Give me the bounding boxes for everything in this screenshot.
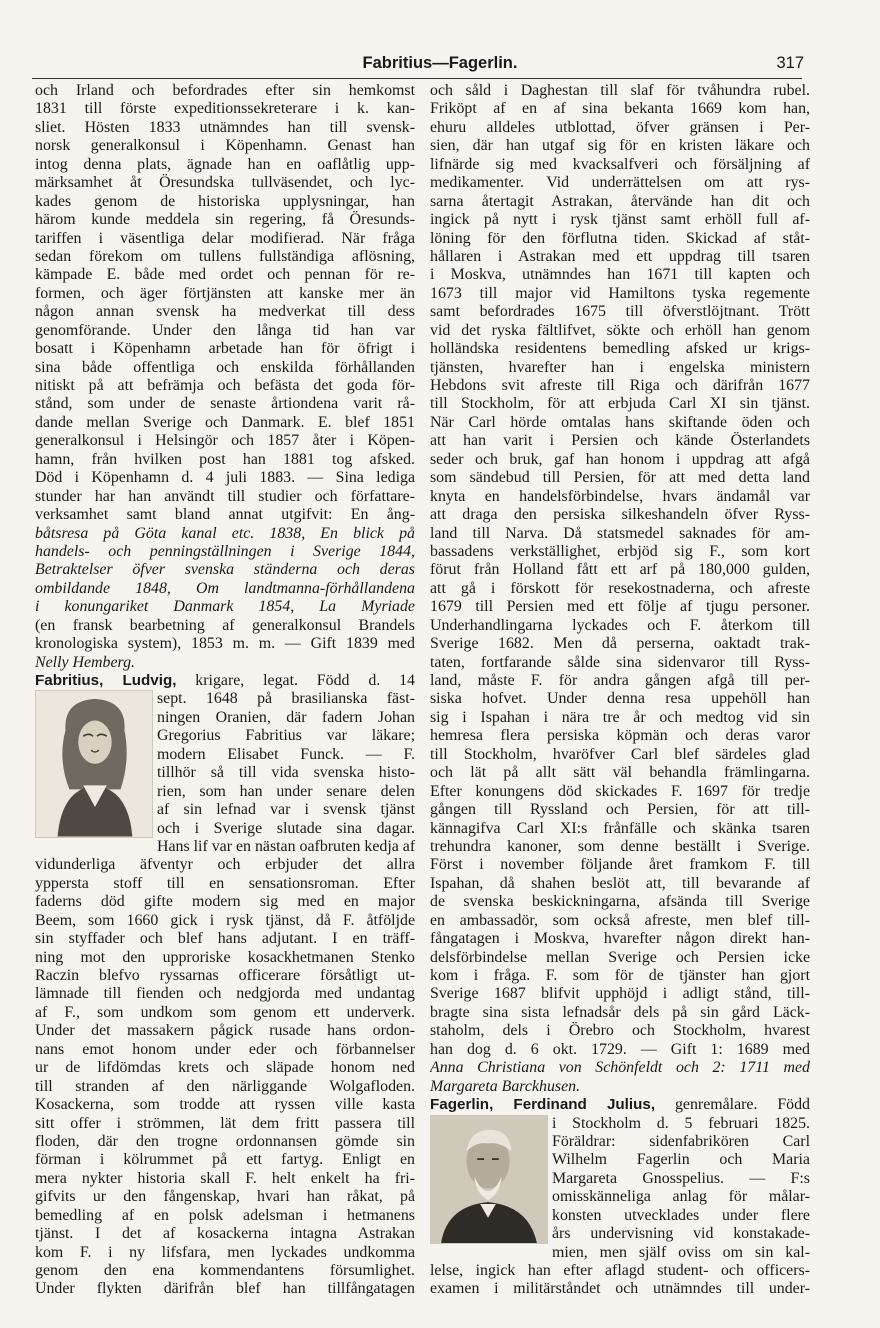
text-line: till Stockholm, hvaröfver Carl blef särdeles glad xyxy=(430,745,810,763)
text-line: examen i militärståndet och utnämndes till under- xyxy=(430,1280,810,1298)
text-line: Kosackerna, som trodde att ryssen ville kasta xyxy=(35,1096,415,1114)
text-line: mien, men själf oviss om sin kal- xyxy=(552,1243,810,1261)
text-line: tjänsten, hvarefter han i engelska ministern xyxy=(430,358,810,376)
text-line: hemresa flera persiska köpmän och deras varor xyxy=(430,727,810,745)
text-line: Ispahan, då shahen beslöt att, till bevarande af xyxy=(430,874,810,892)
text-line: Wilhelm Fagerlin och Maria xyxy=(552,1151,810,1169)
entry-intro: genremålare. Född xyxy=(674,1096,810,1114)
text-line: faderns död gifte modern sig med en major xyxy=(35,893,415,911)
text-line: Margareta Gnosspelius. — F:s xyxy=(552,1169,810,1187)
text-line: en ambassadör, som också afreste, men blef till- xyxy=(430,911,810,929)
text-line: dande mellan Sverige och Danmark. E. blef 1851 xyxy=(35,413,415,431)
left-column xyxy=(35,82,415,1299)
text-line: förman i kölrummet på ett fartyg. Enligt en xyxy=(35,1151,415,1169)
text-line: Beem, som 1660 gick i rysk tjänst, då F. åtföljde xyxy=(35,911,415,929)
text-line: staholm, dels i Örebro och Stockholm, hvarest xyxy=(430,1022,810,1040)
text-line: kades genom de historiska upplysningar, han xyxy=(35,192,415,210)
text-line: fångatagen i Moskva, hvarefter någon direkt han- xyxy=(430,930,810,948)
text-line: yppersta stoff till en sensationsroman. Efter xyxy=(35,874,415,892)
text-line: modern Elisabet Funck. — F. xyxy=(157,745,415,763)
text-line: generalkonsul i Helsingör och 1857 åter i Köpen- xyxy=(35,432,415,450)
text-line: att draga den persiska silkeshandeln öfver Ryss- xyxy=(430,506,810,524)
text-line: bragte sina sista lefnadsår dels på sin gård Läck- xyxy=(430,1003,810,1021)
text-line: lelse, ingick han efter aflagd student- och officers- xyxy=(430,1262,810,1279)
text-line: norsk generalkonsul i Köpenhamn. Genast han xyxy=(35,137,415,155)
text-line: sept. 1648 på brasilianska fäst- xyxy=(157,690,415,708)
text-line: ur de lifdömdas krets och släpade honom ned xyxy=(35,1059,415,1077)
text-line: sin styffader och blef hans adjutant. I en träff- xyxy=(35,930,415,948)
text-line: Död i Köpenhamn d. 4 juli 1883. — Sina lediga xyxy=(35,469,415,487)
text-line: härom kunde meddela sin regering, få Öresunds- xyxy=(35,211,415,229)
text-line: genomförande. Under den långa tid han var xyxy=(35,321,415,339)
page-number: 317 xyxy=(776,54,804,72)
text-line: båtsresa på Göta kanal etc. 1838, En blick på xyxy=(35,524,415,542)
text-line: ehuru alldeles utblottad, öfver gränsen i Per- xyxy=(430,118,810,136)
text-line: Nelly Hemberg. xyxy=(35,653,136,671)
text-line: Anna Christiana von Schönfeldt och 2: 1711 med xyxy=(430,1059,810,1077)
text-line: sitt offer i strömmen, lät dem fritt passera till xyxy=(35,1114,415,1132)
text-line: vid det ryska fältlifvet, sökte och erhöll han genom xyxy=(430,321,810,339)
text-line: 1673 till major vid Hamiltons tyska regemente xyxy=(430,284,810,302)
text-line: tariffen i väsentliga delar modifierad. När fråga xyxy=(35,229,415,247)
text-line: kämpade E. både med ordet och pennan för re- xyxy=(35,266,415,284)
text-line: Underhandlingarna lyckades och F. återkom till xyxy=(430,616,810,634)
text-line: handels- och penningställningen i Sverige 1844, xyxy=(35,542,415,560)
text-line: sliet. Hösten 1833 utnämndes han till svensk- xyxy=(35,118,415,136)
text-line: samt befordrades 1675 till öfverstlöjtnant. Trött xyxy=(430,303,810,321)
text-line: lämnade till fienden och nedgjorda med undantag xyxy=(35,985,415,1003)
text-line: siska hofvet. Under denna resa uppehöll han xyxy=(430,690,810,708)
text-line: lifnärde sig med kvacksalfveri och försäljning af xyxy=(430,155,810,173)
text-line: Under flykten därifrån blef han tillfångatagen xyxy=(35,1280,415,1298)
text-line: Under det massakern pågick rusade hans ordon- xyxy=(35,1022,415,1040)
text-line: hållaren i Astrakan med ett uppdrag till tsaren xyxy=(430,247,810,265)
text-line: Hans lif var en nästan oafbruten kedja af xyxy=(157,837,415,855)
text-line: ningen Oranien, där fadern Johan xyxy=(157,708,415,726)
text-line: Raczin blefvo ryssarnas officerare försåtligt ut- xyxy=(35,967,415,984)
text-line: hamn, från hvilken post han 1881 tog afsked. xyxy=(35,450,415,468)
text-line: taten, fortfarande sålde sina sidenvaror till Ryss- xyxy=(430,653,810,671)
text-line: ombildande 1848, Om landtmanna-förhållandena xyxy=(35,579,415,597)
text-line: att han varit i Persien och kände Österlandets xyxy=(430,432,810,450)
text-line: kronologiska system), 1853 m. m. — Gift 1839 med xyxy=(35,635,415,653)
text-line: land till Narva. Då statsmedel saknades för am- xyxy=(430,524,810,542)
entry-intro: krigare, legat. Född d. 14 xyxy=(195,672,415,689)
text-line: 1679 till Persien med ett följe af tjugu personer. xyxy=(430,598,810,616)
text-line: tillhör så till vida svenska histo- xyxy=(157,764,415,782)
text-line: i Moskva, utnämndes han 1671 till kapten och xyxy=(430,266,810,284)
text-line: bassadens verkställighet, erbjöd sig F., som kort xyxy=(430,542,810,560)
text-line: i konungariket Danmark 1854, La Myriade xyxy=(35,598,415,616)
text-line: af F., som undkom som genom ett underverk. xyxy=(35,1003,415,1021)
text-line: han dog d. 6 okt. 1729. — Gift 1: 1689 med xyxy=(430,1040,810,1058)
text-line: Efter konungens död skickades F. 1697 för tredje xyxy=(430,782,810,800)
text-line: någon annan svensk ha medverkat till dess xyxy=(35,303,415,321)
text-line: stånd, som under de senaste årtiondena varit rå- xyxy=(35,395,415,413)
right-column xyxy=(430,82,810,1299)
text-line: mera nykter historia skall F. helt enkelt ha fri- xyxy=(35,1169,415,1187)
text-line: holländska residentens bemedling afsked ur krigs- xyxy=(430,340,810,358)
entry-heading-line xyxy=(35,672,415,690)
entry-heading-line xyxy=(430,1096,810,1114)
text-line: genom den ena kommendantens försumlighet. xyxy=(35,1262,415,1279)
running-head: Fabritius—Fagerlin. xyxy=(362,54,518,72)
text-line: nans emot honom under eder och förbannelser xyxy=(35,1040,415,1058)
text-line: Betraktelser öfver svenska ständerna och deras xyxy=(35,561,415,579)
text-line: Sverige 1687 blifvit upphöjd i adligt stånd, till- xyxy=(430,985,810,1003)
headword-fagerlin: Fagerlin, Ferdinand Julius, xyxy=(430,1096,656,1114)
text-line: i Stockholm d. 5 februari 1825. xyxy=(552,1114,810,1132)
text-line: som sändebud till Persien, för att med detta land xyxy=(430,469,810,487)
text-line: Hebdons svit afreste till Riga och därifrån 1677 xyxy=(430,377,810,394)
text-line: stunder har han användt till studier och författare- xyxy=(35,487,415,505)
headword-fabritius: Fabritius, Ludvig, xyxy=(35,672,177,689)
text-line: de svenska beskickningarna, afsända till Sverige xyxy=(430,893,810,911)
fabritius-portrait xyxy=(35,690,153,838)
text-line: trehundra kanoner, som denne beställt i Sverige. xyxy=(430,837,810,855)
text-line: kännagifva Carl XI:s frånfälle och skänka tsaren xyxy=(430,819,810,837)
text-line: och Irland och befordrades efter sin hemkomst xyxy=(35,82,415,99)
text-line: Först i november följande året framkom F. till xyxy=(430,856,810,874)
text-line: gifvits ur den fångenskap, hvari han råkat, på xyxy=(35,1188,415,1206)
text-line: När Carl hörde omtalas hans skiftande öden och xyxy=(430,413,810,431)
text-line: Sverige 1682. Men då perserna, oaktadt trak- xyxy=(430,635,810,653)
text-line: ingick på nytt i rysk tjänst samt erhöll full af- xyxy=(430,211,810,229)
text-line: märksamhet åt Öresundska tullväsendet, och lyc- xyxy=(35,174,415,192)
text-line: vidunderliga äfventyr och erbjuder det allra xyxy=(35,856,415,874)
text-line: floden, där den trogne ordonnansen gömde sin xyxy=(35,1132,415,1150)
text-line: seder och bruk, gaf han honom i uppdrag att afgå xyxy=(430,450,810,468)
text-line: sedan förekom om tullens fullständiga aflösning, xyxy=(35,247,415,265)
text-line: och lät på allt sätt väl behandla främlingarna. xyxy=(430,764,810,782)
text-line: löning för den förflutna tiden. Skickad af ståt- xyxy=(430,229,810,247)
text-line: bemedling af en polsk adelsman i hetmanens xyxy=(35,1206,415,1224)
portrait-engraving-icon xyxy=(36,691,152,837)
text-line: omisskänneliga anlag för målar- xyxy=(552,1188,810,1206)
text-line: konsten utvecklades under flere xyxy=(552,1206,810,1224)
text-line: gången till Ryssland och Persien, för att till- xyxy=(430,801,810,819)
text-line: intog denna plats, ägnade han en oaflåtlig upp- xyxy=(35,155,415,173)
text-line: Margareta Barckhusen. xyxy=(430,1077,581,1095)
text-line: bosatt i Köpenhamn arbetade han för öfrigt i xyxy=(35,340,415,358)
text-line: rien, som han under senare delen xyxy=(157,782,415,800)
text-line: till stranden af den närliggande Wolgafloden. xyxy=(35,1077,415,1095)
text-line: förut från Holland fått ett arf på 180,000 gulden, xyxy=(430,561,810,579)
text-line: (en fransk bearbetning af generalkonsul Brandels xyxy=(35,616,415,634)
text-line: kom i fråga. F. som för de tjänster han gjort xyxy=(430,967,810,984)
text-line: Föräldrar: sidenfabrikören Carl xyxy=(552,1132,810,1150)
text-line: sarna återtagit Astrakan, återvände han dit och xyxy=(430,192,810,210)
text-line: formen, och äger förtjänsten att kanske mer än xyxy=(35,284,415,302)
text-line: års undervisning vid konstakade- xyxy=(552,1225,810,1243)
text-line: tjänst. I det af kosackerna intagna Astrakan xyxy=(35,1225,415,1243)
text-line: nitiskt på att befrämja och befästa det goda för- xyxy=(35,377,415,394)
text-line: och i Sverige slutade sina dagar. xyxy=(157,819,415,837)
page-header xyxy=(0,52,880,78)
text-line: och såld i Daghestan till slaf för tvåhundra rubel. xyxy=(430,82,810,99)
text-line: af sin lefnad var i svensk tjänst xyxy=(157,801,415,819)
text-line: att gå i förskott för resekostnaderna, och afreste xyxy=(430,579,810,597)
text-line: delsförbindelse mellan Sverige och Persien icke xyxy=(430,948,810,966)
text-line: land, måste F. för andra gången afgå till per- xyxy=(430,672,810,689)
text-line: medikamenter. Vid underrättelsen om att rys- xyxy=(430,174,810,192)
text-line: sina både offentliga och enskilda förhållanden xyxy=(35,358,415,376)
text-line: kom F. i ny lifsfara, men lyckades undkomma xyxy=(35,1243,415,1261)
text-line: 1831 till förste expeditionssekreterare i k. kan- xyxy=(35,100,415,118)
text-line: till Stockholm, för att erbjuda Carl XI sin tjänst. xyxy=(430,395,810,413)
fagerlin-portrait xyxy=(430,1115,548,1244)
header-rule xyxy=(32,78,802,79)
portrait-photo-icon xyxy=(431,1116,547,1243)
text-line: Friköpt af en af sina bekanta 1669 kom han, xyxy=(430,100,810,118)
text-line: knyta en handelsförbindelse, hvars ändamål var xyxy=(430,487,810,505)
text-line: verksamhet samt bland annat utgifvit: En ång- xyxy=(35,506,415,524)
text-line: sig i Ispahan i nära tre år och medtog vid sin xyxy=(430,708,810,726)
text-line: Gregorius Fabritius var läkare; xyxy=(157,727,415,745)
text-line: ning mot den upproriske kosackhetmanen Stenko xyxy=(35,948,415,966)
text-line: sien, där han utgaf sig för en kristen läkare och xyxy=(430,137,810,155)
